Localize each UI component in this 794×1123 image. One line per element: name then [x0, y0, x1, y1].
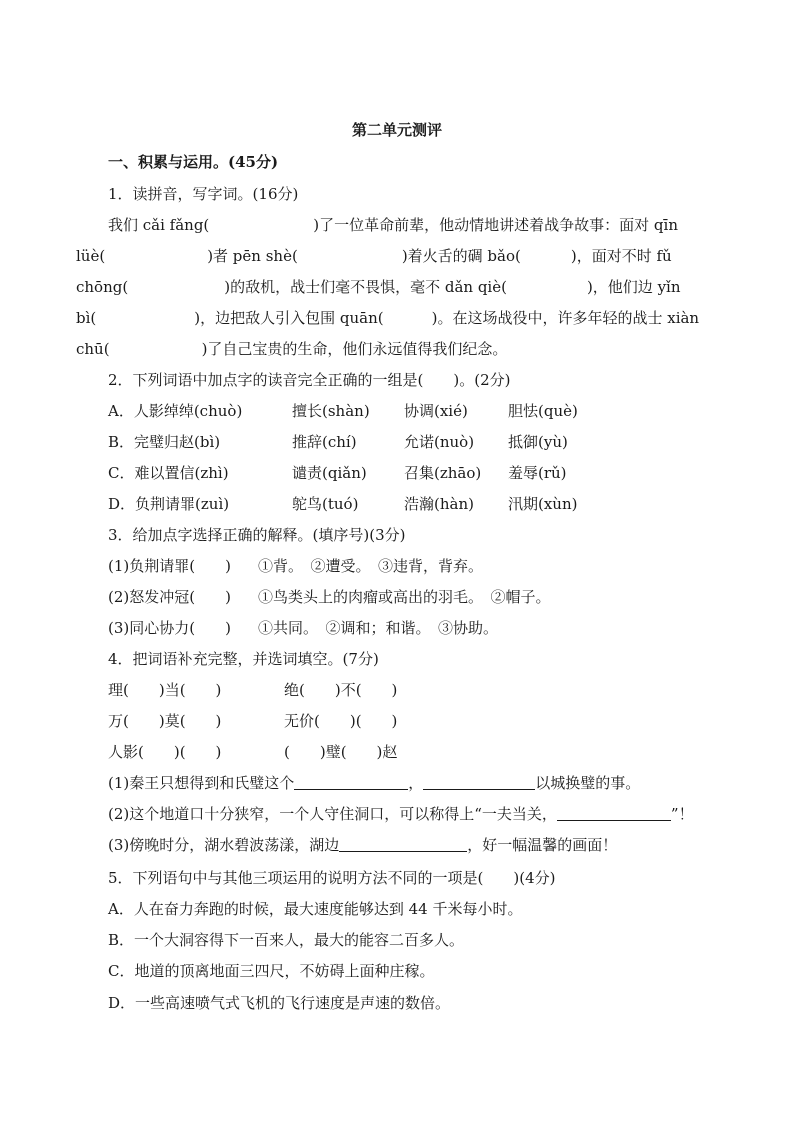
section-heading: 一、积累与运用。(45分) [108, 153, 279, 171]
q1-line-5 [76, 339, 507, 359]
q2-word: 召集(zhāo) [404, 464, 482, 482]
q1-line-3 [76, 277, 681, 297]
q5-option-a: A．人在奋力奔跑的时候，最大速度能够达到 44 千米每小时。 [108, 900, 523, 918]
q3-item-options: ①共同。 ②调和；和谐。 ③协助。 [258, 619, 499, 637]
answer-blank[interactable] [339, 837, 467, 852]
q3-item-options: ①鸟类头上的肉瘤或高出的羽毛。 ②帽子。 [258, 588, 551, 606]
q1-text: chū( [76, 340, 110, 358]
q2-word: 鸵鸟(tuó) [292, 495, 359, 513]
q1-text: chōng( [76, 278, 129, 296]
answer-blank[interactable] [294, 775, 408, 790]
q2-word: 推辞(chí) [292, 433, 357, 451]
q3-stem: 3．给加点字选择正确的解释。(填序号)(3分) [108, 526, 406, 544]
answer-blank[interactable] [557, 806, 671, 821]
q1-text: )的敌机，战士们毫不畏惧，毫不 dǎn qiè( [224, 278, 507, 296]
q2-word: 擅长(shàn) [292, 402, 370, 420]
q3-item-word: (3)同心协力( ) [108, 619, 231, 637]
q5-option-b: B．一个大洞容得下一百来人，最大的能容二百多人。 [108, 931, 465, 949]
q5-option-c: C．地道的顶离地面三四尺，不妨碍上面种庄稼。 [108, 962, 435, 980]
q1-text: )着火舌的碉 bǎo( [401, 247, 521, 265]
q2-word: 汛期(xùn) [508, 495, 578, 513]
q4-idiom: 人影( )( ) [108, 743, 222, 761]
page-title: 第二单元测评 [351, 121, 442, 139]
q5-option-d: D．一些高速喷气式飞机的飞行速度是声速的数倍。 [108, 994, 451, 1012]
q1-line-1 [108, 215, 678, 235]
q4-idiom: ( )璧( )赵 [284, 743, 398, 761]
q4-idiom: 无价( )( ) [284, 712, 398, 730]
q1-line-2 [76, 246, 672, 266]
q4-stem: 4．把词语补充完整，并选词填空。(7分) [108, 650, 379, 668]
q2-word: 胆怯(què) [508, 402, 578, 420]
answer-blank[interactable] [423, 775, 535, 790]
q3-item-word: (2)怒发冲冠( ) [108, 588, 231, 606]
q2-word: 协调(xié) [404, 402, 468, 420]
q2-word: 羞辱(rǔ) [508, 464, 567, 482]
q4-idiom: 理( )当( ) [108, 681, 222, 699]
q1-text: )，他们边 yǐn [586, 278, 681, 296]
q4-idiom: 万( )莫( ) [108, 712, 222, 730]
q1-text: )了一位革命前辈，他动情地讲述着战争故事：面对 qīn [313, 216, 678, 234]
q1-line-4 [76, 308, 699, 328]
q2-option-c: C．难以置信(zhì) [108, 464, 229, 482]
q1-text: )，边把敌人引入包围 quān( [194, 309, 384, 327]
q4-text: (1)秦王只想得到和氏璧这个 [108, 774, 295, 792]
q4-text: (2)这个地道口十分狭窄，一个人守住洞口，可以称得上“一夫当关， [108, 805, 557, 823]
q1-text: )，面对不时 fǔ [570, 247, 672, 265]
q1-text: )者 pēn shè( [207, 247, 298, 265]
q5-stem: 5．下列语句中与其他三项运用的说明方法不同的一项是( )(4分) [108, 869, 556, 887]
q4-text: ， [408, 774, 424, 792]
q2-stem: 2．下列词语中加点字的读音完全正确的一组是( )。(2分) [108, 371, 511, 389]
q1-text: )了自己宝贵的生命，他们永远值得我们纪念。 [201, 340, 508, 358]
q1-text: 我们 cǎi fǎng( [108, 216, 210, 234]
q2-word: 允诺(nuò) [404, 433, 475, 451]
q3-item-word: (1)负荆请罪( ) [108, 557, 231, 575]
q2-option-a: A．人影绰绰(chuò) [108, 402, 243, 420]
q2-word: 抵御(yù) [508, 433, 568, 451]
q4-text: ”！ [670, 805, 694, 823]
q4-text: 以城换璧的事。 [535, 774, 641, 792]
q4-text: (3)傍晚时分，湖水碧波荡漾，湖边 [108, 836, 340, 854]
q1-text: lüè( [76, 247, 106, 265]
q3-item-options: ①背。 ②遭受。 ③违背，背弃。 [258, 557, 484, 575]
q4-idiom: 绝( )不( ) [284, 681, 398, 699]
q4-fill-2 [108, 804, 694, 824]
q4-fill-1 [108, 773, 640, 793]
q1-text: bì( [76, 309, 97, 327]
q2-option-b: B．完璧归赵(bì) [108, 433, 221, 451]
q4-text: ，好一幅温馨的画面！ [467, 836, 618, 854]
q2-option-d: D．负荆请罪(zuì) [108, 495, 230, 513]
q1-text: )。在这场战役中，许多年轻的战士 xiàn [431, 309, 700, 327]
q4-fill-3 [108, 835, 617, 855]
q1-stem: 1．读拼音，写字词。(16分) [108, 185, 299, 203]
q2-word: 浩瀚(hàn) [404, 495, 474, 513]
q2-word: 谴责(qiǎn) [292, 464, 367, 482]
